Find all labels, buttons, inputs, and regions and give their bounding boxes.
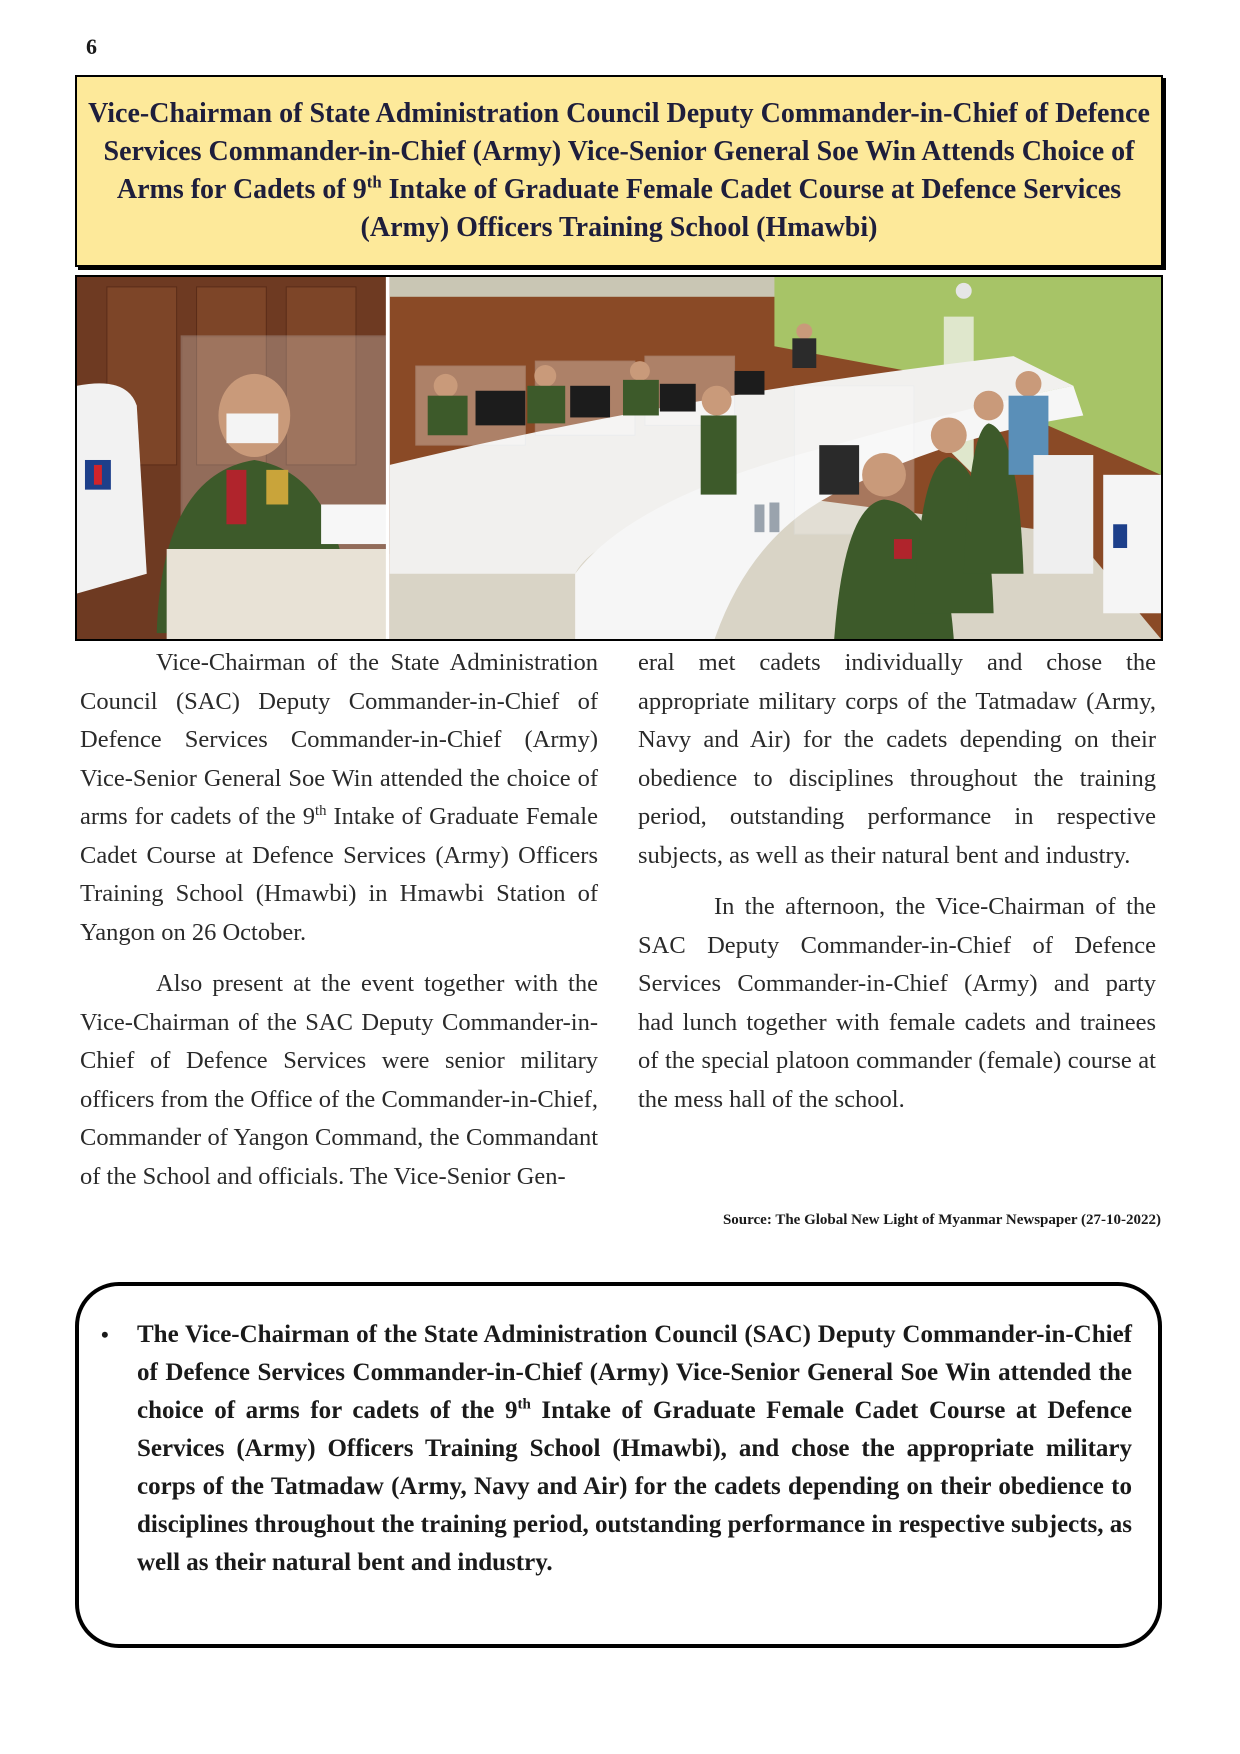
- article-paragraph-1-text-a: Vice-Chairman of the State Administration Council (SAC) Deputy Commander-in-Chief of Defence Services Commander-in-Chief (Army) Vice-Senior General Soe Win attended the choice of arms for cadets of the 9: [80, 649, 598, 830]
- summary-box: [75, 1282, 1162, 1648]
- summary-text-a: The Vice-Chairman of the State Administration Council (SAC) Deputy Commander-in-Chief of Defence Services Commander-in-Chief (Army) Vice-Senior General Soe Win attended the choice of arms for cadets of the 9: [137, 1321, 1132, 1424]
- article-paragraph-1-ordinal-suffix: th: [315, 802, 327, 819]
- article-paragraph-3: In the afternoon, the Vice-Chairman of the SAC Deputy Commander-in-Chief of Defence Services Commander-in-Chief (Army) and party had lunch together with female cadets and trainees of the special platoon commander (female) course at the mess hall of the school.: [638, 893, 1156, 1113]
- headline-box: [75, 75, 1163, 267]
- headline-text-part-2: Intake of Graduate Female Cadet Course at Defence Services (Army) Officers Training School (Hmawbi): [360, 174, 1122, 243]
- event-photo-illustration: [77, 277, 1161, 639]
- headline-text-part-1: Vice-Chairman of State Administration Council Deputy Commander-in-Chief of Defence Services Commander-in-Chief (Army) Vice-Senior General Soe Win Attends Choice of Arms for Cadets of 9: [88, 98, 1150, 205]
- summary-ordinal-suffix: th: [517, 1396, 531, 1413]
- summary-item: [101, 1316, 1132, 1582]
- headline: [87, 95, 1151, 247]
- summary-text-b: Intake of Graduate Female Cadet Course at Defence Services (Army) Officers Training School (Hmawbi), and chose the appropriate military corps of the Tatmadaw (Army, Navy and Air) for the cadets depending on their obedience to disciplines throughout the training period, outstanding performance in respective subjects, as well as their natural bent and industry.: [137, 1397, 1132, 1576]
- bullet-icon: •: [101, 1322, 109, 1347]
- source-credit: Source: The Global New Light of Myanmar Newspaper (27-10-2022): [722, 1212, 1161, 1228]
- page-number: 6: [86, 34, 97, 59]
- article-paragraph-2: Also present at the event together with the Vice-Chairman of the SAC Deputy Commander-in-Chief of Defence Services were senior military officers from the Office of the Commander-in-Chief, Commander of Yangon Command, the Commandant of the School and officials. The Vice-Senior Gen-: [80, 970, 598, 1190]
- event-photo: [75, 275, 1163, 641]
- article-paragraph-1-text-b: Intake of Graduate Female Cadet Course at Defence Services (Army) Officers Training School (Hmawbi) in Hmawbi Station of Yangon on 26 October.: [80, 803, 598, 946]
- summary-list: [101, 1316, 1132, 1582]
- article-paragraph-1: [80, 644, 598, 952]
- headline-ordinal-suffix: th: [366, 172, 382, 192]
- article-paragraph-2-continued: eral met cadets individually and chose the appropriate military corps of the Tatmadaw (Army, Navy and Air) for the cadets depending on their obedience to disciplines throughout the training period, outstanding performance in respective subjects, as well as their natural bent and industry.: [638, 649, 1156, 869]
- article-column-right: [638, 644, 1156, 1132]
- article-column-left: [80, 644, 598, 1209]
